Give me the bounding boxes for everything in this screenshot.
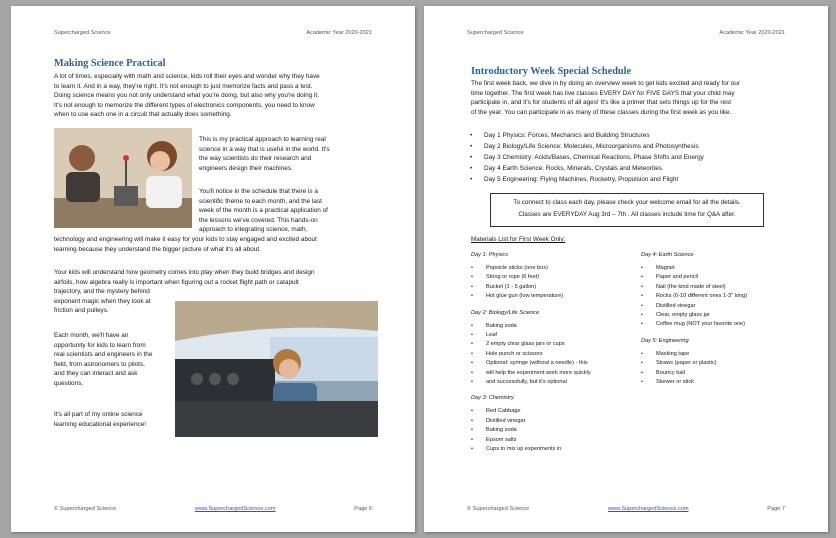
- list-item: • Baking soda: [471, 426, 639, 435]
- text-line: airfoils, how algebra really is important when figuring out a rocket flight path or catapult: [54, 278, 299, 286]
- day-heading: Day 3: Chemistry: [471, 395, 514, 402]
- text-line: Your kids will understand how geometry comes into play when they build bridges and design: [54, 269, 315, 276]
- text-line: exponent magic when they look at: [54, 297, 151, 305]
- list-item: • Distilled vinegar: [471, 417, 639, 426]
- text-line: The first week back, we dive in by doing an overview week to get kids excited and ready for our: [471, 80, 740, 87]
- materials-column-2: [641, 252, 791, 395]
- intro-paragraph: [54, 72, 384, 120]
- side-paragraph-1: [199, 135, 374, 173]
- list-item: • Straws (paper or plastic): [641, 359, 791, 368]
- side-paragraph-3: [54, 331, 172, 389]
- list-item: • Day 3 Chemistry: Acids/Bases, Chemical Reactions, Phase Shifts and Energy: [484, 152, 704, 163]
- text-line: friction and pulleys.: [54, 307, 109, 315]
- page-header: [467, 30, 785, 36]
- list-item: • Popsicle sticks (one box): [471, 264, 639, 273]
- text-line: and they can interact and ask: [54, 370, 138, 378]
- list-item: • Baking soda: [471, 322, 639, 331]
- box-line: To connect to class each day, please check your welcome email for all the details.: [513, 199, 741, 206]
- list-item: • 2 empty clear glass jars or cups: [471, 340, 639, 349]
- text-line: Each month, we'll have an: [54, 332, 129, 339]
- list-item-continued: • will help the experiment work more quickly: [471, 369, 639, 378]
- text-line: questions.: [54, 379, 84, 387]
- list-item: • Paper and pencil: [641, 273, 791, 282]
- day-schedule-list: [484, 130, 704, 185]
- scientist-and-child-image: [54, 128, 192, 228]
- list-item: • Day 2 Biology/Life Science: Molecules, Microorganisms and Photosynthesis: [484, 141, 704, 152]
- text-line: science in a way that is useful in the world. It's: [199, 145, 330, 153]
- side-paragraph-2: [199, 187, 374, 235]
- footer-website-link[interactable]: www.SuperchargedScience.com: [195, 506, 276, 512]
- list-item: • Clear, empty glass jar: [641, 311, 791, 320]
- text-line: technology and engineering will make it easy for your kids to stay engaged and excited about: [54, 236, 317, 243]
- materials-list-title: Materials List for First Week Only:: [471, 236, 566, 243]
- list-item: • Rocks (6-10 different ones 1-3" long): [641, 292, 791, 301]
- section-title: Making Science Practical: [54, 58, 166, 69]
- list-item: • Distilled vinegar: [641, 302, 791, 311]
- text-line: This is my practical approach to learning real: [199, 136, 326, 143]
- list-item: • Day 1 Physics: Forces, Mechanics and Building Structures: [484, 130, 704, 141]
- text-line: A lot of times, especially with math and science, kids roll their eyes and wonder why they have: [54, 73, 320, 80]
- day-heading: Day 2: Biology/Life Science: [471, 309, 540, 316]
- side-paragraph-4: [54, 410, 172, 429]
- day-heading: Day 4: Earth Science: [641, 252, 694, 258]
- header-brand: Supercharged Science: [467, 30, 524, 36]
- footer-copyright: © Supercharged Science: [54, 506, 117, 512]
- list-item: • Skewer or stick: [641, 378, 791, 387]
- text-line: of the year. You can participate in as many of these classes during the first week as you like.: [471, 108, 732, 116]
- page-header: [54, 30, 372, 36]
- text-line: learning educational experience!: [54, 420, 147, 428]
- page-7: [424, 6, 828, 532]
- list-item: • String or rope (6 feet): [471, 273, 639, 282]
- text-line: field, from astronomers to pilots,: [54, 360, 145, 368]
- list-item: • Epsom salts: [471, 436, 639, 445]
- header-year: Academic Year 2020-2021: [719, 30, 785, 36]
- section-title: Introductory Week Special Schedule: [471, 66, 632, 77]
- list-item: • Magnet: [641, 264, 791, 273]
- list-item: • Coffee mug (NOT your favorite one): [641, 320, 791, 329]
- page-footer: [54, 506, 372, 512]
- list-item: • Optional: syringe (without a needle) - this: [471, 359, 639, 368]
- list-item: • Hot glue gun (low temperature): [471, 292, 639, 301]
- footer-page-number: Page 6: [354, 506, 372, 512]
- text-line: time together. The first week has live classes EVERY DAY for FIVE DAYS that your child may: [471, 89, 735, 97]
- list-item: • Nail (the kind made of steel): [641, 283, 791, 292]
- footer-page-number: Page 7: [767, 506, 785, 512]
- text-line: participate in, and it's for students of all ages! It's like a primer that sets things up for the rest: [471, 99, 731, 107]
- footer-website-link[interactable]: www.SuperchargedScience.com: [608, 506, 689, 512]
- list-item: • Leaf: [471, 331, 639, 340]
- list-item: • Masking tape: [641, 350, 791, 359]
- day-heading: Day 5: Engineering: [641, 337, 689, 344]
- text-line: opportunity for kids to learn from: [54, 341, 146, 349]
- header-brand: Supercharged Science: [54, 30, 111, 36]
- child-pilot-cockpit-image: [175, 301, 378, 437]
- text-line: It's not enough to memorize the different types of electronics components, you need to know: [54, 101, 315, 109]
- list-item: • Bucket (1 - 5 gallon): [471, 283, 639, 292]
- text-line: scientific theme to each month, and the last: [199, 197, 322, 205]
- intro-paragraph: [471, 79, 801, 117]
- text-line: learning because they understand the bigger picture of what it's all about.: [54, 245, 261, 253]
- list-item: • Hole punch or scissors: [471, 350, 639, 359]
- class-info-box: [490, 193, 764, 227]
- box-line: Classes are EVERYDAY Aug 3rd – 7th . All classes include time for Q&A after.: [518, 211, 736, 218]
- text-line: It's all part of my online science: [54, 411, 143, 418]
- page-6: [11, 6, 415, 532]
- day-heading: Day 1: Physics: [471, 252, 508, 258]
- list-item: • Cups to mix up experiments in: [471, 445, 639, 454]
- materials-column-1: [471, 252, 639, 463]
- header-year: Academic Year 2020-2021: [306, 30, 372, 36]
- text-line: when to use each one in a circuit that actually does something.: [54, 111, 232, 119]
- text-line: You'll notice in the schedule that there is a: [199, 188, 318, 195]
- text-line: approach to integrating science, math,: [199, 226, 308, 234]
- text-line: Doing science means you not only understand what you're doing, but also why you're doing it.: [54, 92, 319, 100]
- footer-copyright: © Supercharged Science: [467, 506, 530, 512]
- list-item: • Bouncy ball: [641, 369, 791, 378]
- text-line: trajectory, and the mystery behind: [54, 288, 150, 296]
- text-line: engineers design their machines.: [199, 164, 293, 172]
- list-item: • Day 5 Engineering: Flying Machines, Rocketry, Propulsion and Flight: [484, 174, 704, 185]
- page-footer: [467, 506, 785, 512]
- list-item: • Day 4 Earth Science: Rocks, Minerals, Crystals and Meteorites: [484, 163, 704, 174]
- text-line: the lessons we've covered. This hands-on: [199, 216, 318, 224]
- text-line: the way scientists do their research and: [199, 155, 312, 163]
- list-item-continued: • and successfully, but it's optional: [471, 378, 639, 387]
- text-line: to learn it. And in a way, they're right. It's not enough to just memorize facts and pass a test.: [54, 82, 313, 90]
- full-paragraph-1: [54, 235, 384, 254]
- text-line: real scientists and engineers in the: [54, 351, 153, 359]
- list-item: • Red Cabbage: [471, 407, 639, 416]
- text-line: week of the month is a practical application of: [199, 207, 328, 215]
